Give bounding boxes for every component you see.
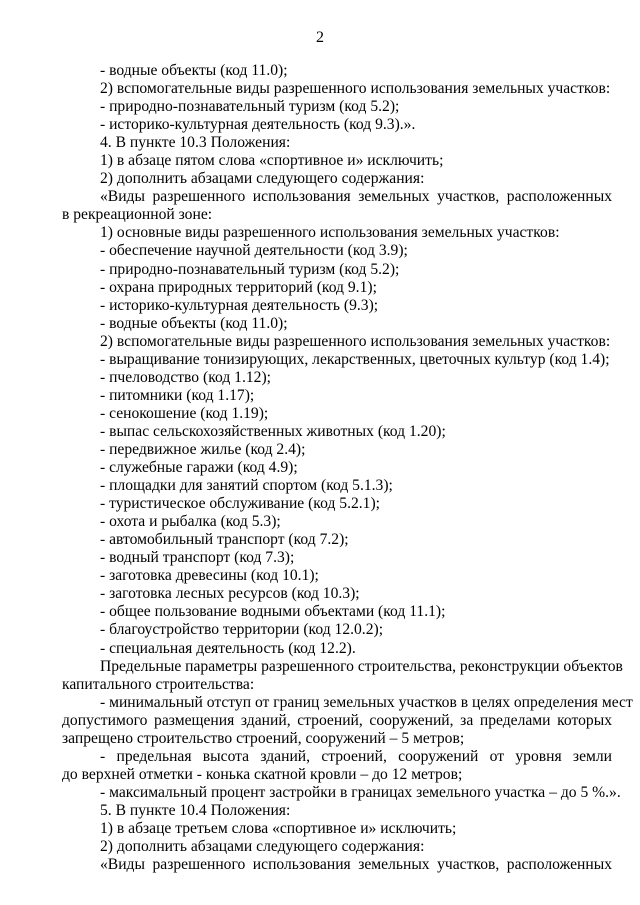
text-line: 2) дополнить абзацами следующего содержания: <box>100 838 425 856</box>
text-line: 5. В пункте 10.4 Положения: <box>100 801 291 819</box>
document-body <box>62 62 633 874</box>
text-line: - площадки для занятий спортом (код 5.1.3); <box>100 477 393 495</box>
text-line: - историко-культурная деятельность (код 9.3).». <box>100 116 416 134</box>
text-line: «Виды разрешенного использования земельных участков, расположенных <box>100 188 612 206</box>
text-line: в рекреационной зоне: <box>62 206 213 224</box>
text-line: Предельные параметры разрешенного строительства, реконструкции объектов <box>100 657 623 675</box>
text-line: - водные объекты (код 11.0); <box>100 314 288 332</box>
text-line: - природно-познавательный туризм (код 5.2); <box>100 260 400 278</box>
text-line: - выращивание тонизирующих, лекарственных, цветочных культур (код 1.4); <box>100 350 610 368</box>
text-line: - выпас сельскохозяйственных животных (код 1.20); <box>100 422 446 440</box>
text-line: 2) вспомогательные виды разрешенного использования земельных участков: <box>100 332 611 350</box>
text-line: - максимальный процент застройки в границах земельного участка – до 5 %.». <box>100 783 621 801</box>
text-line: - благоустройство территории (код 12.0.2); <box>100 621 384 639</box>
text-line: - предельная высота зданий, строений, сооружений от уровня земли <box>100 747 612 765</box>
text-line: допустимого размещения зданий, строений, сооружений, за пределами которых <box>62 711 612 729</box>
text-line: - общее пользование водными объектами (код 11.1); <box>100 603 446 621</box>
text-line: - питомники (код 1.17); <box>100 386 255 404</box>
text-line: - туристическое обслуживание (код 5.2.1); <box>100 495 380 513</box>
text-line: «Виды разрешенного использования земельных участков, расположенных <box>100 856 612 874</box>
text-line: - служебные гаражи (код 4.9); <box>100 459 298 477</box>
text-line: - природно-познавательный туризм (код 5.2); <box>100 98 400 116</box>
text-line: - заготовка древесины (код 10.1); <box>100 567 319 585</box>
page-number: 2 <box>316 29 324 46</box>
text-line: 2) вспомогательные виды разрешенного использования земельных участков: <box>100 80 611 98</box>
text-line: - охрана природных территорий (код 9.1); <box>100 278 377 296</box>
text-line: - автомобильный транспорт (код 7.2); <box>100 531 349 549</box>
text-line: 2) дополнить абзацами следующего содержания: <box>100 170 425 188</box>
text-line: 4. В пункте 10.3 Положения: <box>100 134 291 152</box>
text-line: 1) основные виды разрешенного использования земельных участков: <box>100 224 560 242</box>
text-line: - историко-культурная деятельность (9.3); <box>100 296 379 314</box>
text-line: капитального строительства: <box>62 675 255 693</box>
text-line: - минимальный отступ от границ земельных участков в целях определения мест <box>100 693 633 711</box>
text-line: - пчеловодство (код 1.12); <box>100 368 271 386</box>
text-line: до верхней отметки - конька скатной кровли – до 12 метров; <box>62 765 463 783</box>
text-line: запрещено строительство строений, сооружений – 5 метров; <box>62 729 465 747</box>
text-line: - передвижное жилье (код 2.4); <box>100 440 306 458</box>
text-line: - сенокошение (код 1.19); <box>100 404 269 422</box>
text-line: - заготовка лесных ресурсов (код 10.3); <box>100 585 360 603</box>
text-line: - охота и рыбалка (код 5.3); <box>100 513 281 531</box>
text-line: 1) в абзаце третьем слова «спортивное и» исключить; <box>100 819 457 837</box>
text-line: 1) в абзаце пятом слова «спортивное и» исключить; <box>100 152 444 170</box>
text-line: - обеспечение научной деятельности (код 3.9); <box>100 242 408 260</box>
text-line: - водный транспорт (код 7.3); <box>100 549 295 567</box>
text-line: - специальная деятельность (код 12.2). <box>100 639 356 657</box>
text-line: - водные объекты (код 11.0); <box>100 62 288 79</box>
